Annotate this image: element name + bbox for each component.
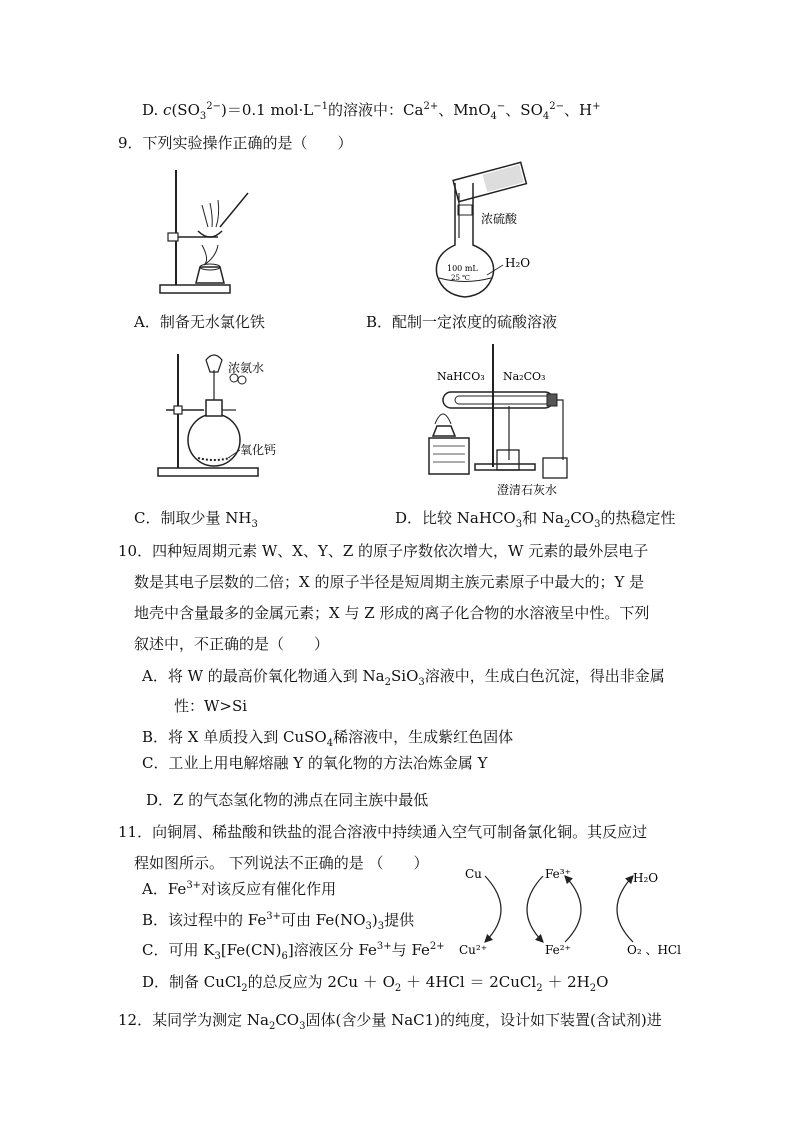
label-water: H₂O <box>505 256 531 270</box>
q9-stem: 9．下列实验操作正确的是（ ） <box>118 134 353 152</box>
figure-d-thermal-stability-apparatus <box>425 342 585 500</box>
figure-a-evaporation-apparatus <box>158 165 268 300</box>
q11-option-a: A．$Fe^{3+}$对该反应有催化作用 <box>142 880 337 898</box>
q10-stem-line-2: 数是其电子层数的二倍；X 的原子半径是短周期主族元素原子中最大的；Y 是 <box>134 573 645 591</box>
label-concentrated-ammonia: 浓氨水 <box>228 361 265 375</box>
q10-stem-line-3: 地壳中含量最多的金属元素；X 与 Z 形成的离子化合物的水溶液呈中性。下列 <box>134 604 650 622</box>
q10-stem-line-4: 叙述中，不正确的是（ ） <box>134 635 330 653</box>
q12-stem: 12．某同学为测定 $Na_2CO_3$固体(含少量 NaC1)的纯度，设计如下装置(含试剂)进 <box>118 1011 662 1032</box>
q11-stem-line-1: 11．向铜屑、稀盐酸和铁盐的混合溶液中持续通入空气可制备氯化铜。其反应过 <box>118 823 648 841</box>
q9-option-d: D．比较 NaHCO$_3$和 $Na_2CO_3$的热稳定性 <box>395 509 676 530</box>
label-flask-temp: 25 ℃ <box>451 274 470 282</box>
q8-option-d: D. $c(SO_3^{2-})=0.1$ $mol\cdot L^{-1}$的溶液中：$Ca^{2+}$、MnO$_4$−、$SO_4^{2-}$、H+ <box>142 101 601 122</box>
label-nahco3: NaHCO₃ <box>437 370 485 383</box>
q10-option-a: A．将 W 的最高价氧化物通入到 $Na_2SiO_3$溶液中，生成白色沉淀，得出非金属 <box>142 667 665 688</box>
label-calcium-oxide: 氧化钙 <box>240 443 277 457</box>
label-cu: Cu <box>465 867 482 881</box>
figure-c-ammonia-apparatus <box>156 350 296 482</box>
q11-option-b: B．该过程中的 $Fe^{3+}$可由 $Fe(NO_3)_3$提供 <box>142 911 415 932</box>
q9-option-b: B．配制一定浓度的硫酸溶液 <box>366 313 558 331</box>
q10-option-b: B．将 X 单质投入到 CuSO$_4$稀溶液中，生成紫红色固体 <box>142 728 514 749</box>
q11-stem-line-2: 程如图所示。 下列说法不正确的是 （ ） <box>134 854 429 872</box>
label-fe2: Fe²⁺ <box>545 943 571 957</box>
q9-option-a: A．制备无水氯化铁 <box>134 313 265 331</box>
q10-option-c: C．工业上用电解熔融 Y 的氧化物的方法冶炼金属 Y <box>142 754 488 772</box>
q10-stem-line-1: 10．四种短周期元素 W、X、Y、Z 的原子序数依次增大，W 元素的最外层电子 <box>118 542 649 560</box>
figure-b-volumetric-flask <box>425 163 555 303</box>
q11-reaction-cycle-diagram <box>455 862 695 967</box>
q11-option-c: C．可用 $K_3[Fe(CN)_6]$溶液区分 $Fe^{3+}$与 $Fe^{2+}$ <box>142 941 445 962</box>
label-na2co3: Na₂CO₃ <box>503 370 546 383</box>
label-cu2: Cu²⁺ <box>459 943 488 957</box>
q10-option-a-cont: 性：W>Si <box>174 697 248 715</box>
label-flask-volume: 100 mL <box>447 264 478 273</box>
q9-option-c: C．制取少量 $NH_3$ <box>134 509 258 530</box>
q10-option-d: D．Z 的气态氢化物的沸点在同主族中最低 <box>146 791 429 809</box>
label-concentrated-sulfuric-acid: 浓硫酸 <box>481 212 518 226</box>
label-limewater: 澄清石灰水 <box>497 483 558 497</box>
q11-option-d: D．制备 CuCl$_2$的总反应为 $2Cu + O_2 + 4HCl$ ＝ 2CuCl$_2$ ＋ $2H_2O$ <box>142 973 609 994</box>
label-h2o: H₂O <box>633 871 659 885</box>
label-fe3: Fe³⁺ <box>545 867 571 881</box>
label-o2-hcl: O₂ 、HCl <box>627 943 681 957</box>
